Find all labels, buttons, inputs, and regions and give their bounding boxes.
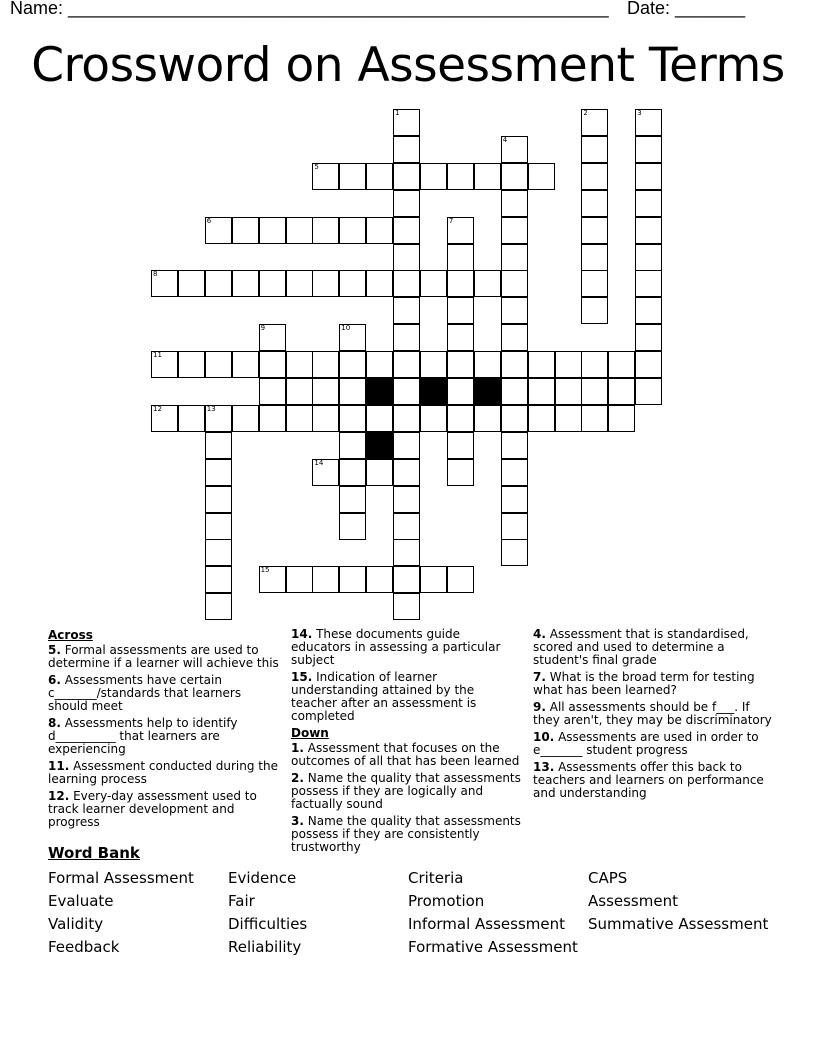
word-bank-item: Validity [48, 915, 104, 933]
black-square [366, 432, 393, 459]
clues-column-1 [48, 628, 280, 833]
clue-number: 15. [291, 670, 313, 684]
crossword-cell[interactable] [339, 324, 366, 351]
crossword-cell[interactable] [447, 163, 474, 190]
crossword-cell[interactable] [366, 459, 393, 486]
crossword-cell[interactable] [474, 405, 501, 432]
crossword-cell[interactable] [581, 378, 608, 405]
crossword-cell[interactable] [205, 405, 232, 432]
crossword-cell[interactable] [259, 378, 286, 405]
crossword-cell[interactable] [393, 244, 420, 271]
clue-number: 5 [314, 162, 319, 171]
clue-item [48, 644, 280, 670]
date-line: _______ [675, 0, 746, 18]
crossword-cell[interactable] [366, 217, 393, 244]
crossword-cell[interactable] [635, 190, 662, 217]
clue-number: 10. [533, 730, 555, 744]
word-bank-item: Evidence [228, 869, 297, 887]
crossword-cell[interactable] [259, 270, 286, 297]
crossword-cell[interactable] [312, 405, 339, 432]
clue-number: 3 [637, 109, 642, 117]
crossword-cell[interactable] [635, 297, 662, 324]
crossword-cell[interactable] [151, 270, 178, 297]
crossword-cell[interactable] [581, 190, 608, 217]
black-square [366, 378, 393, 405]
crossword-cell[interactable] [205, 432, 232, 459]
crossword-cell[interactable] [581, 405, 608, 432]
crossword-cell[interactable] [447, 217, 474, 244]
crossword-cell[interactable] [393, 593, 420, 620]
crossword-cell[interactable] [259, 566, 286, 593]
crossword-cell[interactable] [608, 351, 635, 378]
clue-number: 6. [48, 673, 61, 687]
crossword-cell[interactable] [393, 109, 420, 136]
crossword-cell[interactable] [339, 459, 366, 486]
clue-number: 2. [291, 771, 304, 785]
crossword-cell[interactable] [420, 163, 447, 190]
crossword-cell[interactable] [608, 378, 635, 405]
clue-number: 14 [314, 458, 324, 467]
crossword-cell[interactable] [501, 459, 528, 486]
word-bank-column-2 [228, 867, 307, 959]
crossword-cell[interactable] [528, 378, 555, 405]
clue-text: Name the quality that assessments possess if they are consistently trustworthy [291, 814, 521, 854]
crossword-cell[interactable] [447, 270, 474, 297]
crossword-cell[interactable] [393, 486, 420, 513]
clue-text: Assessments are used in order to e_______ student progress [533, 730, 759, 757]
word-bank-item: Evaluate [48, 892, 114, 910]
crossword-cell[interactable] [393, 459, 420, 486]
word-bank-column-4 [588, 867, 768, 936]
crossword-cell[interactable] [420, 405, 447, 432]
crossword-cell[interactable] [528, 351, 555, 378]
clue-number: 12. [48, 789, 70, 803]
crossword-cell[interactable] [339, 163, 366, 190]
crossword-cell[interactable] [178, 405, 205, 432]
clue-text: These documents guide educators in assessing a particular subject [291, 627, 501, 667]
crossword-cell[interactable] [339, 486, 366, 513]
clue-text: Name the quality that assessments possess if they are logically and factually sound [291, 771, 521, 811]
clue-item [48, 674, 280, 713]
crossword-cell[interactable] [501, 297, 528, 324]
clue-number: 5. [48, 643, 61, 657]
clue-item [533, 671, 773, 697]
crossword-cell[interactable] [501, 163, 528, 190]
down-clue-list-continued [533, 628, 773, 800]
crossword-cell[interactable] [393, 432, 420, 459]
crossword-cell[interactable] [232, 270, 259, 297]
word-bank-item: Promotion [408, 892, 485, 910]
down-clue-list [291, 742, 523, 854]
crossword-cell[interactable] [205, 486, 232, 513]
clue-number: 11. [48, 759, 70, 773]
word-bank-item: Criteria [408, 869, 464, 887]
crossword-cell[interactable] [259, 217, 286, 244]
crossword-cell[interactable] [635, 324, 662, 351]
clue-number: 13. [533, 760, 555, 774]
clue-text: Assessments help to identify d__________ that learners are experiencing [48, 716, 238, 756]
crossword-cell[interactable] [205, 566, 232, 593]
clue-number: 13 [206, 404, 216, 413]
crossword-cell[interactable] [635, 378, 662, 405]
clue-text: Assessment conducted during the learning process [48, 759, 278, 786]
crossword-cell[interactable] [232, 405, 259, 432]
crossword-cell[interactable] [393, 405, 420, 432]
clue-text: Indication of learner understanding attained by the teacher after an assessment is completed [291, 670, 477, 723]
word-bank-item: Feedback [48, 938, 120, 956]
crossword-cell[interactable] [447, 297, 474, 324]
crossword-cell[interactable] [501, 513, 528, 540]
crossword-cell[interactable] [178, 351, 205, 378]
word-bank-item: Reliability [228, 938, 302, 956]
clue-text: What is the broad term for testing what has been learned? [533, 670, 755, 697]
clue-number: 1. [291, 741, 304, 755]
date-label: Date: [627, 0, 671, 18]
clue-number: 8 [153, 270, 158, 279]
crossword-cell[interactable] [205, 593, 232, 620]
crossword-cell[interactable] [447, 432, 474, 459]
crossword-cell[interactable] [447, 324, 474, 351]
clue-text: Assessment that focuses on the outcomes of all that has been learned [291, 741, 520, 768]
crossword-cell[interactable] [393, 163, 420, 190]
crossword-cell[interactable] [312, 566, 339, 593]
crossword-cell[interactable] [501, 539, 528, 566]
crossword-cell[interactable] [312, 459, 339, 486]
clue-number: 7 [448, 216, 454, 225]
crossword-cell[interactable] [393, 539, 420, 566]
crossword-cell[interactable] [366, 405, 393, 432]
crossword-cell[interactable] [339, 351, 366, 378]
crossword-cell[interactable] [286, 351, 313, 378]
clue-number: 4. [533, 627, 546, 641]
clue-number: 3. [291, 814, 304, 828]
crossword-cell[interactable] [286, 405, 313, 432]
crossword-cell[interactable] [447, 459, 474, 486]
crossword-cell[interactable] [581, 136, 608, 163]
clue-text: Assessments have certain c_______/standards that learners should meet [48, 673, 242, 713]
crossword-cell[interactable] [259, 405, 286, 432]
crossword-cell[interactable] [205, 351, 232, 378]
name-line: ______________________________________________________ [68, 0, 609, 18]
black-square [420, 378, 447, 405]
crossword-cell[interactable] [205, 217, 232, 244]
across-heading: Across [48, 628, 93, 642]
crossword-cell[interactable] [393, 136, 420, 163]
crossword-cell[interactable] [312, 217, 339, 244]
word-bank-item: Summative Assessment [588, 915, 769, 933]
crossword-cell[interactable] [447, 378, 474, 405]
clue-number: 6 [206, 216, 212, 225]
crossword-cell[interactable] [259, 324, 286, 351]
clue-text: Every-day assessment used to track learner development and progress [48, 789, 257, 829]
word-bank-item: Difficulties [228, 915, 308, 933]
crossword-cell[interactable] [420, 270, 447, 297]
clue-item [533, 761, 773, 800]
crossword-cell[interactable] [635, 136, 662, 163]
crossword-cell[interactable] [555, 351, 582, 378]
page-title: Crossword on Assessment Terms [31, 38, 785, 93]
crossword-cell[interactable] [366, 566, 393, 593]
word-bank-item: Fair [228, 892, 255, 910]
name-label: Name: [10, 0, 64, 18]
crossword-cell[interactable] [501, 270, 528, 297]
clue-item [291, 772, 523, 811]
crossword-cell[interactable] [312, 351, 339, 378]
crossword-cell[interactable] [393, 513, 420, 540]
crossword-cell[interactable] [339, 217, 366, 244]
clues-column-3 [533, 628, 773, 804]
clue-item [291, 628, 523, 667]
word-bank-item: Formal Assessment [48, 869, 194, 887]
crossword-cell[interactable] [393, 270, 420, 297]
crossword-cell[interactable] [178, 270, 205, 297]
crossword-cell[interactable] [339, 566, 366, 593]
crossword-cell[interactable] [232, 217, 259, 244]
crossword-cell[interactable] [259, 351, 286, 378]
word-bank-column-1 [48, 867, 194, 959]
crossword-cell[interactable] [581, 351, 608, 378]
crossword-cell[interactable] [581, 217, 608, 244]
across-clue-list-continued [291, 628, 523, 723]
crossword-cell[interactable] [528, 405, 555, 432]
black-square [474, 378, 501, 405]
crossword-cell[interactable] [635, 270, 662, 297]
crossword-cell[interactable] [339, 513, 366, 540]
clue-item [533, 731, 773, 757]
crossword-cell[interactable] [635, 163, 662, 190]
clue-text: Assessments offer this back to teachers and learners on performance and understanding [533, 760, 764, 800]
clue-number: 15 [260, 566, 270, 575]
crossword-cell[interactable] [366, 163, 393, 190]
crossword-cell[interactable] [151, 405, 178, 432]
crossword-cell[interactable] [635, 217, 662, 244]
crossword-cell[interactable] [474, 270, 501, 297]
crossword-cell[interactable] [393, 324, 420, 351]
crossword-cell[interactable] [555, 378, 582, 405]
crossword-cell[interactable] [501, 324, 528, 351]
crossword-cell[interactable] [635, 109, 662, 136]
clue-item [291, 742, 523, 768]
clue-number: 11 [153, 351, 162, 360]
crossword-cell[interactable] [501, 351, 528, 378]
clue-item [533, 701, 773, 727]
crossword-cell[interactable] [393, 190, 420, 217]
clue-number: 7. [533, 670, 546, 684]
crossword-cell[interactable] [205, 539, 232, 566]
clue-item [48, 760, 280, 786]
crossword-cell[interactable] [474, 351, 501, 378]
crossword-cell[interactable] [528, 163, 555, 190]
clue-number: 1 [395, 109, 400, 117]
crossword-cell[interactable] [205, 270, 232, 297]
crossword-cell[interactable] [393, 351, 420, 378]
crossword-cell[interactable] [366, 351, 393, 378]
crossword-cell[interactable] [205, 459, 232, 486]
crossword-cell[interactable] [393, 566, 420, 593]
word-bank-item: Informal Assessment [408, 915, 566, 933]
crossword-cell[interactable] [339, 270, 366, 297]
clue-text: Formal assessments are used to determine if a learner will achieve this [48, 643, 279, 670]
clue-text: All assessments should be f___. If they aren't, they may be discriminatory [533, 700, 772, 727]
clue-number: 9 [260, 324, 266, 333]
across-clue-list [48, 644, 280, 829]
crossword-cell[interactable] [501, 136, 528, 163]
crossword-cell[interactable] [339, 378, 366, 405]
crossword-cell[interactable] [447, 351, 474, 378]
crossword-cell[interactable] [312, 163, 339, 190]
clue-number: 10 [341, 324, 351, 333]
crossword-cell[interactable] [501, 378, 528, 405]
crossword-cell[interactable] [232, 351, 259, 378]
crossword-cell[interactable] [286, 217, 313, 244]
clue-item [291, 671, 523, 723]
crossword-cell[interactable] [501, 244, 528, 271]
word-bank-item: CAPS [588, 869, 628, 887]
crossword-cell[interactable] [447, 244, 474, 271]
word-bank-item: Assessment [588, 892, 678, 910]
crossword-cell[interactable] [366, 270, 393, 297]
clues-column-2 [291, 628, 523, 858]
clue-item [48, 790, 280, 829]
clue-number: 4 [502, 135, 508, 144]
crossword-cell[interactable] [501, 432, 528, 459]
crossword-cell[interactable] [581, 297, 608, 324]
crossword-cell[interactable] [581, 109, 608, 136]
down-heading: Down [291, 726, 329, 740]
crossword-cell[interactable] [635, 351, 662, 378]
crossword-cell[interactable] [447, 405, 474, 432]
crossword-cell[interactable] [635, 244, 662, 271]
clue-number: 2 [583, 109, 588, 117]
clue-number: 12 [153, 404, 162, 413]
crossword-cell[interactable] [581, 244, 608, 271]
word-bank-item: Formative Assessment [408, 938, 578, 956]
clue-number: 8. [48, 716, 61, 730]
crossword-cell[interactable] [205, 513, 232, 540]
crossword-cell[interactable] [420, 351, 447, 378]
crossword-cell[interactable] [474, 163, 501, 190]
crossword-cell[interactable] [581, 270, 608, 297]
crossword-cell[interactable] [339, 405, 366, 432]
crossword-cell[interactable] [151, 351, 178, 378]
clue-number: 14. [291, 627, 313, 641]
crossword-cell[interactable] [312, 378, 339, 405]
crossword-cell[interactable] [420, 566, 447, 593]
crossword-cell[interactable] [447, 566, 474, 593]
crossword-cell[interactable] [501, 405, 528, 432]
crossword-cell[interactable] [501, 217, 528, 244]
clue-number: 9. [533, 700, 546, 714]
crossword-cell[interactable] [339, 432, 366, 459]
clue-text: Assessment that is standardised, scored and used to determine a student's final grade [533, 627, 749, 667]
word-bank-title: Word Bank [48, 844, 140, 862]
clue-item [291, 815, 523, 854]
crossword-cell[interactable] [581, 163, 608, 190]
crossword-cell[interactable] [393, 217, 420, 244]
crossword-cell[interactable] [393, 378, 420, 405]
clue-item [48, 717, 280, 756]
crossword-cell[interactable] [555, 405, 582, 432]
crossword-cell[interactable] [501, 486, 528, 513]
crossword-cell[interactable] [286, 378, 313, 405]
word-bank-column-3 [408, 867, 578, 959]
crossword-cell[interactable] [501, 190, 528, 217]
crossword-cell[interactable] [286, 566, 313, 593]
crossword-cell[interactable] [393, 297, 420, 324]
crossword-cell[interactable] [312, 270, 339, 297]
crossword-cell[interactable] [286, 270, 313, 297]
crossword-cell[interactable] [608, 405, 635, 432]
clue-item [533, 628, 773, 667]
